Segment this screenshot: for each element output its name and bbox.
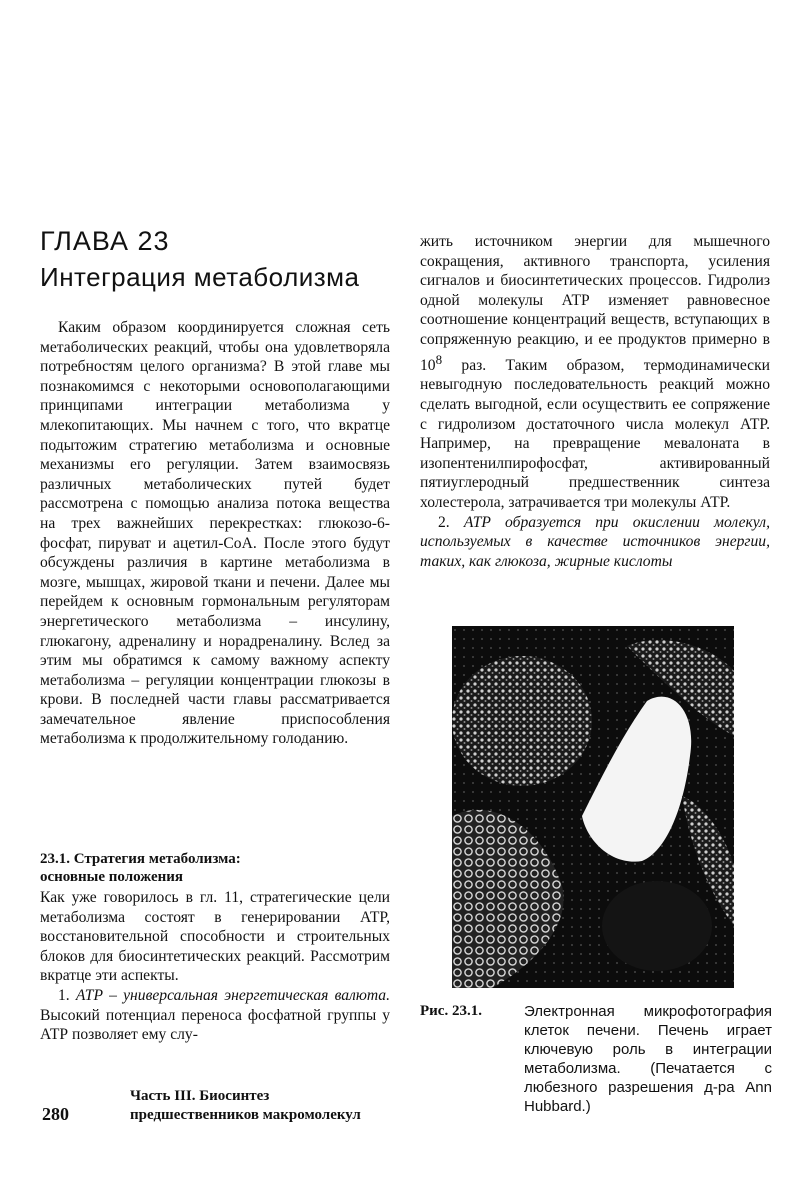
right-paragraph (420, 232, 770, 513)
list-item-2-number: 2. (438, 513, 450, 531)
section-paragraph: Как уже говорилось в гл. 11, стратегические цели метаболизма состоят в генерировании АТР, восстановительной способности и строительных блоков для биосинтетических реакций. Рассмотрим вкратце эти аспекты. (40, 889, 390, 985)
right-paragraph-start: жить источником энергии для мышечного сокращения, активного транспорта, усиления сигналов и биосинтетических процессов. Гидролиз одной молекулы АТР изменяет равновесное соотношение концентраций веществ, вступающих в сопряженную реакцию, и ее продуктов примерно в 10 (420, 233, 770, 374)
exponent: 8 (435, 351, 443, 367)
figure-label: Рис. 23.1. (420, 1003, 482, 1019)
section-heading-line2: основные положения (40, 869, 184, 885)
liver-micrograph (452, 626, 734, 988)
running-footer-line2: предшественников макромолекул (130, 1107, 361, 1123)
left-column (40, 318, 390, 749)
section-heading (40, 850, 390, 886)
right-column (420, 232, 770, 571)
running-footer-line1: Часть III. Биосинтез (130, 1088, 270, 1104)
chapter-label: ГЛАВА 23 (40, 226, 170, 256)
running-footer (130, 1087, 361, 1125)
chapter-title: Интеграция метаболизма (40, 262, 360, 292)
figure-caption: Электронная микрофотография клеток печени. Печень играет ключевую роль в интеграции метаболизма. (Печатается с любезного разрешения д-ра Ann Hubbard.) (524, 1003, 772, 1115)
list-item-1 (40, 986, 390, 1045)
list-item-1-term: АТР – универсальная энергетическая валюта. (75, 986, 390, 1004)
list-item-2 (420, 513, 770, 572)
section-body (40, 888, 390, 1045)
page-number: 280 (42, 1104, 69, 1124)
intro-paragraph: Каким образом координируется сложная сеть метаболических реакций, чтобы она удовлетворяла потребностям целого организма? В этой главе мы познакомимся с некоторыми основополагающими принципами интеграции метаболизма у млекопитающих. Мы начнем с того, что вкратце подытожим стратегию метаболизма и основные механизмы его регуляции. Затем взаимосвязь различных метаболических путей будет рассмотрена с помощью анализа потока вещества на трех важнейших перекрестках: глюкозо-6-фосфат, пируват и ацетил-СоА. После этого будут обсуждены различия в картине метаболизма в мозге, мышцах, жировой ткани и печени. Далее мы перейдем к основным гормональным регуляторам энергетического метаболизма – инсулину, глюкагону, адреналину и норадреналину. Вслед за этим мы обратимся к самому важному аспекту метаболизма – регуляции концентрации глюкозы в крови. В последней части главы рассматривается замечательное явление приспособления метаболизма к продолжительному голоданию. (40, 319, 390, 748)
section-heading-line1: 23.1. Стратегия метаболизма: (40, 851, 241, 867)
list-item-1-number: 1. (58, 986, 70, 1004)
list-item-2-term: АТР образуется при окислении молекул, используемых в качестве источников энергии, таких, как глюкоза, жирные кислоты (420, 513, 770, 570)
list-item-1-text: Высокий потенциал переноса фосфатной группы у АТР позволяет ему слу- (40, 1006, 390, 1044)
right-paragraph-end: раз. Таким образом, термодинамически невыгодную последовательность реакций можно сделать выгодной, если осуществить ее сопряжение с гидролизом достаточного числа молекул АТР. Например, на превращение мевалоната в изопентенилпирофосфат, активированный пятиуглеродный предшественник синтеза холестерола, затрачивается три молекулы АТР. (420, 356, 770, 511)
